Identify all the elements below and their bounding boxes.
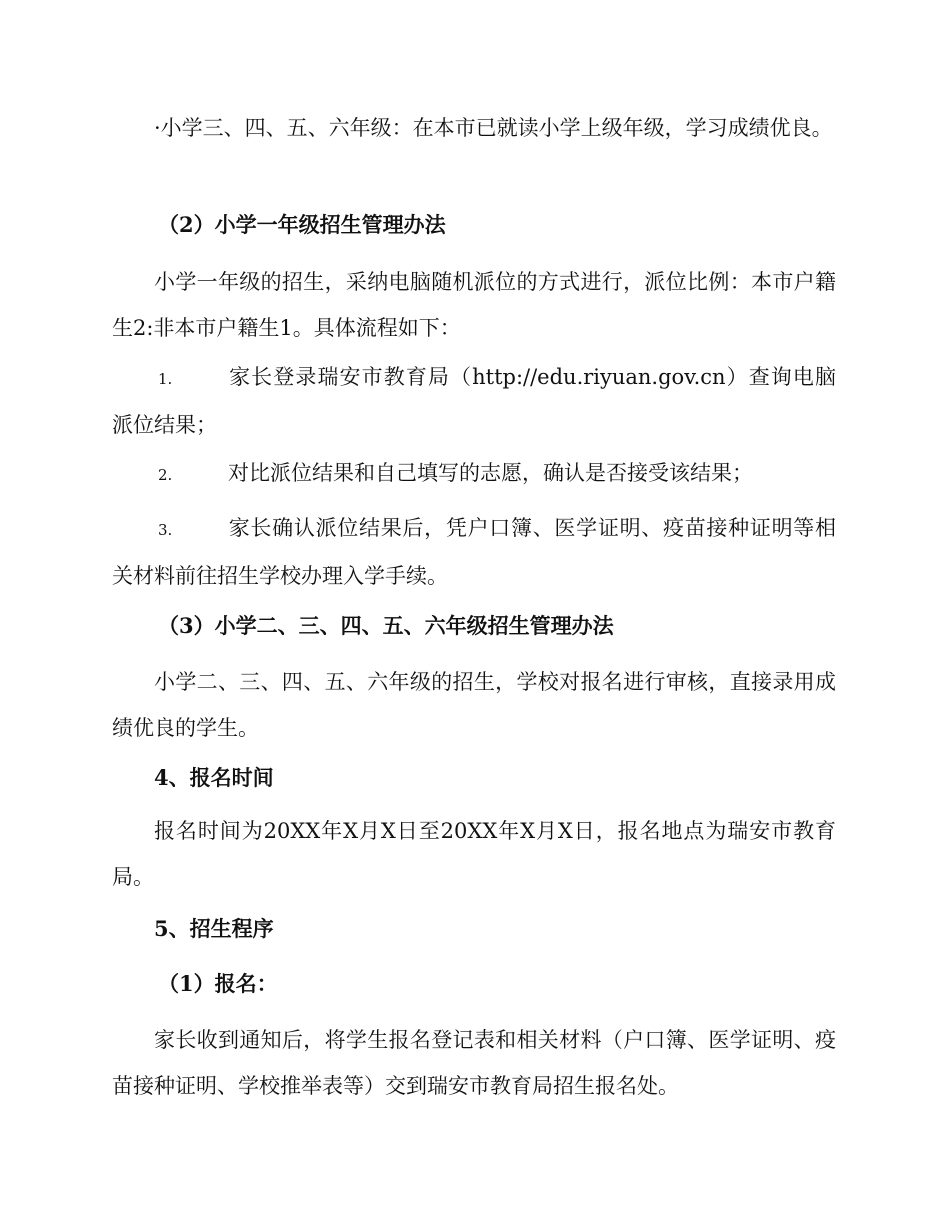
list-number: 1. [158, 370, 173, 388]
list-item-3 [112, 505, 836, 599]
paragraph-grades-2-6-review: 小学二、三、四、五、六年级的招生，学校对报名进行审核，直接录用成绩优良的学生。 [112, 670, 836, 740]
paragraph-grades-3-6-requirement: ·小学三、四、五、六年级：在本市已就读小学上级年级，学习成绩优良。 [154, 116, 833, 140]
heading-registration: （1）报名： [158, 971, 278, 996]
list-text: 家长登录瑞安市教育局（http://edu.riyuan.gov.cn）查询电脑派位结果； [112, 365, 836, 437]
heading-grades-2-6-admission: （3）小学二、三、四、五、六年级招生管理办法 [158, 613, 614, 638]
heading-grade-1-admission: （2）小学一年级招生管理办法 [158, 212, 446, 237]
list-text: 家长确认派位结果后，凭户口簿、医学证明、疫苗接种证明等相关材料前往招生学校办理入学手续。 [112, 516, 836, 588]
list-item-2 [112, 450, 836, 498]
list-number: 2. [158, 466, 173, 484]
list-item-1 [112, 354, 836, 448]
list-text: 对比派位结果和自己填写的志愿，确认是否接受该结果； [228, 461, 753, 485]
paragraph-grade-1-lottery: 小学一年级的招生，采纳电脑随机派位的方式进行，派位比例：本市户籍生2:非本市户籍生1。具体流程如下： [112, 270, 836, 340]
list-number: 3. [158, 521, 173, 539]
heading-admission-procedure: 5、招生程序 [154, 916, 274, 941]
heading-registration-time: 4、报名时间 [154, 765, 274, 790]
paragraph-registration-materials: 家长收到通知后，将学生报名登记表和相关材料（户口簿、医学证明、疫苗接种证明、学校推举表等）交到瑞安市教育局招生报名处。 [112, 1028, 836, 1098]
paragraph-registration-time: 报名时间为20XX年X月X日至20XX年X月X日，报名地点为瑞安市教育局。 [112, 819, 836, 889]
